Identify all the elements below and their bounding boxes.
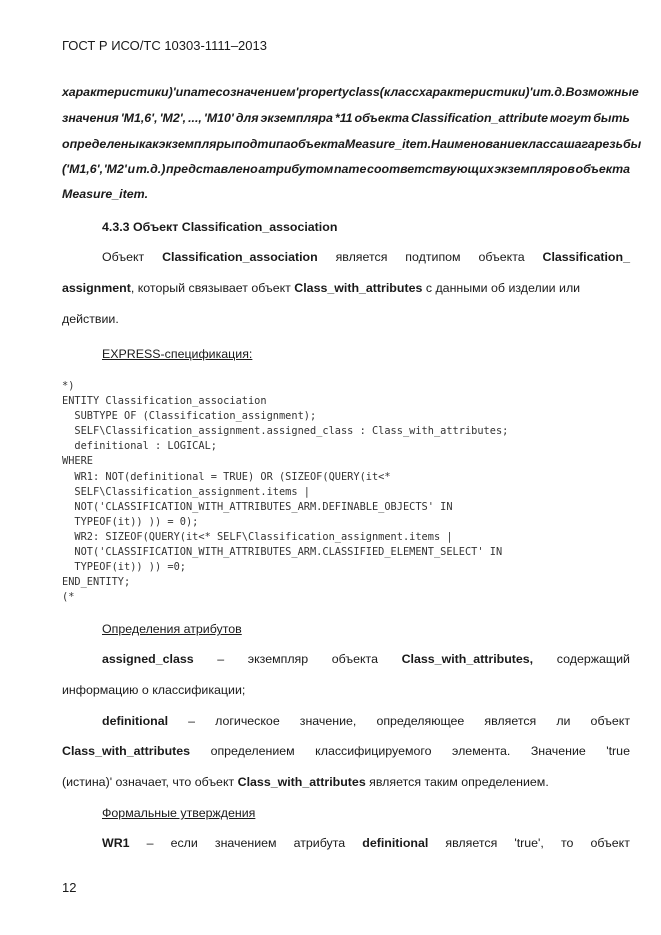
intro-word: т.д. (540, 85, 566, 99)
word: является (445, 836, 498, 850)
intro-word: и (127, 162, 136, 176)
class-name: Class_with_attributes (62, 744, 191, 758)
intro-word: значения (62, 111, 119, 125)
attr-definitional-line-3 (62, 775, 630, 791)
word: атрибута (293, 836, 346, 850)
intro-word: т.д.) (135, 162, 166, 176)
page-number: 12 (62, 880, 77, 895)
intro-word: name (333, 162, 367, 176)
intro-line (62, 162, 630, 178)
word: объекта (331, 652, 378, 666)
attribute-name: definitional (102, 714, 169, 728)
word: значением (214, 836, 277, 850)
code-line: ENTITY Classification_association (62, 395, 267, 408)
word: Объект (102, 250, 145, 264)
word: определяющее (376, 714, 465, 728)
intro-word: экземпляра (260, 111, 333, 125)
text: , который связывает объект (130, 281, 291, 295)
intro-word: для (235, 111, 259, 125)
intro-word: name (183, 85, 216, 99)
intro-line (62, 187, 630, 203)
intro-word: *11 (334, 111, 353, 125)
text: действии. (62, 312, 119, 326)
description-line-3 (62, 312, 630, 328)
word: объект (590, 714, 630, 728)
intro-word: Наименование (431, 137, 522, 151)
word: значение, (299, 714, 357, 728)
word: если (170, 836, 198, 850)
dash: – (146, 836, 154, 850)
intro-word: (класс (379, 85, 419, 99)
class-name: Class_with_attributes (294, 281, 423, 295)
express-code-block (62, 379, 508, 605)
code-line: SELF\Classification_assignment.assigned_class : Class_with_attributes; (62, 425, 509, 438)
intro-word: объекта (290, 137, 345, 151)
section-title: 4.3.3 Объект Classification_association (102, 220, 338, 234)
word: определением (210, 744, 295, 758)
formal-heading: Формальные утверждения (102, 806, 256, 820)
word: логическое (215, 714, 280, 728)
intro-word: со (215, 85, 231, 99)
attr-definitional-line-2 (62, 744, 630, 760)
code-line: END_ENTITY; (62, 576, 131, 589)
intro-word: 'M1,6', (120, 111, 158, 125)
code-line: SUBTYPE OF (Classification_assignment); (62, 410, 317, 423)
code-line: WR1: NOT(definitional = TRUE) OR (SIZEOF(QUERY(it<* (62, 470, 391, 483)
intro-word: атрибутом (258, 162, 334, 176)
attr-assigned-class-line-1 (102, 652, 630, 668)
intro-word: могут (550, 111, 592, 125)
word: 'true (606, 744, 630, 758)
intro-word: 'M2', (159, 111, 187, 125)
intro-word: и (532, 85, 541, 99)
intro-word: и (175, 85, 184, 99)
word: экземпляр (247, 652, 309, 666)
rule-name: WR1 (102, 836, 130, 850)
intro-word: 'M10' (203, 111, 234, 125)
intro-word: подтипа (234, 137, 291, 151)
word: Значение (530, 744, 586, 758)
document-header: ГОСТ Р ИСО/ТС 10303-1111–2013 (62, 38, 267, 53)
intro-word: характеристики)' (418, 85, 533, 99)
class-name: Class_with_attributes (237, 775, 366, 789)
word: элемента. (452, 744, 511, 758)
code-line: SELF\Classification_assignment.items | (62, 485, 310, 498)
code-line: TYPEOF(it)) )) =0; (62, 561, 186, 574)
class-name: Class_with_attributes, (401, 652, 534, 666)
intro-word: Classification_attribute (410, 111, 549, 125)
word: подтипом (405, 250, 461, 264)
text: информацию о классификации; (62, 683, 246, 697)
intro-word: экземпляров (494, 162, 575, 176)
code-line: NOT('CLASSIFICATION_WITH_ATTRIBUTES_ARM.DEFINABLE_OBJECTS' IN (62, 500, 453, 513)
code-line: *) (62, 380, 75, 392)
code-line: (* (62, 591, 75, 604)
intro-word: объекта (575, 162, 630, 176)
attribute-name: assigned_class (102, 652, 194, 666)
intro-word: соответствующих (367, 162, 494, 176)
entity-name: Classification_association (162, 250, 318, 264)
code-line: WHERE (62, 455, 93, 468)
express-heading: EXPRESS-спецификация: (102, 347, 253, 361)
text: (истина)' означает, что объект (62, 775, 235, 789)
word: ли (556, 714, 571, 728)
code-line: NOT('CLASSIFICATION_WITH_ATTRIBUTES_ARM.CLASSIFIED_ELEMENT_SELECT' IN (62, 546, 503, 559)
intro-word: характеристики)' (62, 85, 176, 99)
intro-word: представлено (166, 162, 258, 176)
intro-word: 'M2' (103, 162, 127, 176)
intro-word: как (138, 137, 159, 151)
word: то (560, 836, 574, 850)
word: классифицируемого (315, 744, 432, 758)
attribute-name: definitional (362, 836, 429, 850)
intro-word: Возможные (565, 85, 639, 99)
intro-word: экземпляры (158, 137, 235, 151)
code-line: definitional : LOGICAL; (62, 440, 217, 453)
dash: – (217, 652, 225, 666)
intro-word: значением (230, 85, 296, 99)
word: является (335, 250, 388, 264)
intro-line (62, 137, 642, 153)
text: является таким определением. (369, 775, 549, 789)
code-line: TYPEOF(it)) )) = 0); (62, 515, 199, 528)
dash: – (188, 714, 196, 728)
intro-word: шага (563, 137, 595, 151)
intro-word: Measure_item. (344, 137, 432, 151)
attributes-heading: Определения атрибутов (102, 622, 242, 636)
intro-word: Measure_item. (62, 187, 149, 201)
intro-line (62, 111, 630, 127)
wr1-line (102, 836, 630, 852)
intro-word: объекта (354, 111, 409, 125)
description-line-1 (102, 250, 630, 266)
code-line: WR2: SIZEOF(QUERY(it<* SELF\Classification_assignment.items | (62, 530, 453, 543)
intro-word: ..., (188, 111, 202, 125)
word: является (484, 714, 537, 728)
word: объекта (478, 250, 525, 264)
word: 'true', (514, 836, 544, 850)
intro-word: определены (62, 137, 139, 151)
attr-assigned-class-line-2 (62, 683, 630, 699)
intro-word: class (348, 85, 380, 99)
supertype-name-cont: assignment (62, 281, 131, 295)
intro-word: резьбы (594, 137, 642, 151)
word: содержащий (556, 652, 630, 666)
intro-line (62, 85, 639, 101)
intro-word: 'property (295, 85, 349, 99)
intro-word: ('M1,6', (62, 162, 104, 176)
word: объект (590, 836, 630, 850)
intro-word: класса (521, 137, 564, 151)
text: с данными об изделии или (425, 281, 581, 295)
supertype-name: Classification_ (542, 250, 630, 264)
description-line-2 (62, 281, 630, 297)
attr-definitional-line-1 (102, 714, 630, 730)
intro-word: быть (593, 111, 630, 125)
